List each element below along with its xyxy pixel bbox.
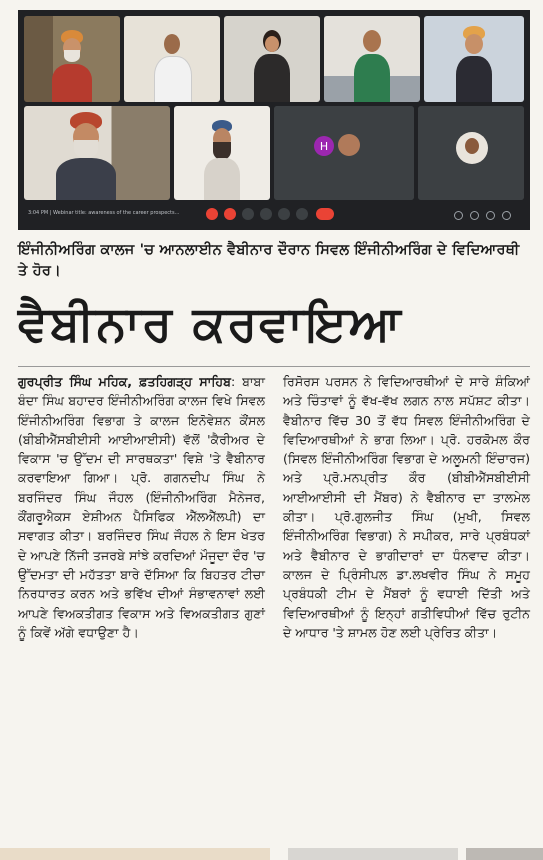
participant-figure	[456, 26, 492, 102]
present-icon[interactable]	[278, 208, 290, 220]
mic-icon[interactable]	[206, 208, 218, 220]
participant-avatar: H	[314, 136, 334, 156]
participant-figure	[204, 120, 240, 200]
participant-tile	[418, 106, 524, 200]
article-text: : ਬਾਬਾ ਬੰਦਾ ਸਿੰਘ ਬਹਾਦਰ ਇੰਜੀਨੀਅਰਿੰਗ ਕਾਲਜ ਵਿਖੇ ਸਿਵਲ ਇੰਜੀਨੀਅਰਿੰਗ ਵਿਭਾਗ ਤੇ ਕਾਲਜ ਇਨੋਵੇਸ਼ਨ ਕੌਂਸਲ (ਬੀਬੀਐੱਸਬੀਈਸੀ ਆਈਆਈਸੀ) ਵੱਲੋਂ 'ਕੈਰੀਅਰ ਦੇ ਵਿਕਾਸ 'ਚ ਉੱਦਮ ਦੀ ਸਾਰਥਕਤਾ' ਵਿਸ਼ੇ 'ਤੇ ਵੈਬੀਨਾਰ ਕਰਵਾਇਆ ਗਿਆ। ਪ੍ਰੋ. ਗਗਨਦੀਪ ਸਿੰਘ ਨੇ ਬਰਜਿੰਦਰ ਸਿੰਘ ਜੌਹਲ (ਇੰਜੀਨੀਅਰਿੰਗ ਮੈਨੇਜਰ, ਕੌਂਗਰੂਐਕਸ ਏਸ਼ੀਅਨ ਪੈਸਿਫਿਕ ਐੱਲਐੱਲਪੀ) ਦਾ ਸਵਾਗਤ ਕੀਤਾ। ਬਰਜਿੰਦਰ ਸਿੰਘ ਜੌਹਲ ਨੇ ਇਸ ਖੇਤਰ ਦੇ ਆਪਣੇ ਨਿੱਜੀ ਤਜਰਬੇ ਸਾਂਝੇ ਕਰਦਿਆਂ ਮੌਜੂਦਾ ਦੌਰ 'ਚ ਉੱਦਮਤਾ ਦੀ ਮਹੱਤਤਾ ਬਾਰੇ ਦੱਸਿਆ ਕਿ ਬਿਹਤਰ ਟੀਚਾ ਨਿਰਧਾਰਤ ਕਰਨ ਅਤੇ ਭਵਿੱਖ ਦੀਆਂ ਸੰਭਾਵਨਾਵਾਂ ਲਈ ਆਪਣੇ ਵਿਅਕਤੀਗਤ ਵਿਕਾਸ ਅਤੇ ਵਿਅਕਤੀਗਤ ਗੁਣਾਂ ਨੂੰ ਕਿਵੇਂ ਅੱਗੇ ਵਧਾਉਣਾ ਹੈ।	[18, 374, 265, 640]
captions-icon[interactable]	[242, 208, 254, 220]
participant-tile	[24, 106, 170, 200]
call-control-bar	[18, 200, 530, 230]
photo-caption: ਇੰਜੀਨੀਅਰਿੰਗ ਕਾਲਜ 'ਚ ਆਨਲਾਈਨ ਵੈਬੀਨਾਰ ਦੌਰਾਨ ਸਿਵਲ ਇੰਜੀਨੀਅਰਿੰਗ ਦੇ ਵਿਦਿਆਰਥੀ ਤੇ ਹੋਰ।	[18, 242, 520, 279]
byline: ਗੁਰਪ੍ਰੀਤ ਸਿੰਘ ਮਹਿਕ, ਫ਼ਤਹਿਗੜ੍ਹ ਸਾਹਿਬ	[18, 374, 231, 389]
people-icon[interactable]	[470, 211, 479, 220]
news-photo	[18, 10, 530, 230]
participant-tile	[124, 16, 220, 102]
meeting-info: 3:04 PM | Webinar title: awareness of the career prospects...	[28, 210, 180, 216]
participant-avatar	[456, 132, 488, 164]
participant-tile	[24, 16, 120, 102]
participant-figure	[154, 34, 190, 102]
camera-icon[interactable]	[224, 208, 236, 220]
participant-tile	[224, 16, 320, 102]
headline: ਵੈਬੀਨਾਰ ਕਰਵਾਇਆ	[18, 296, 403, 352]
participant-figure	[56, 112, 116, 200]
raise-hand-icon[interactable]	[260, 208, 272, 220]
participant-figure	[354, 30, 390, 102]
participant-tile	[274, 106, 414, 200]
participant-tile	[174, 106, 270, 200]
info-icon[interactable]	[454, 211, 463, 220]
participant-avatar	[338, 134, 360, 156]
activities-icon[interactable]	[502, 211, 511, 220]
end-call-icon[interactable]	[316, 208, 334, 220]
divider	[18, 366, 530, 367]
participant-tile	[424, 16, 524, 102]
participant-figure	[254, 30, 290, 102]
article-column-1	[18, 372, 265, 642]
participant-figure	[52, 30, 92, 102]
article-column-2: ਰਿਸੋਰਸ ਪਰਸਨ ਨੇ ਵਿਦਿਆਰਥੀਆਂ ਦੇ ਸਾਰੇ ਸ਼ੰਕਿਆਂ ਅਤੇ ਚਿੰਤਾਵਾਂ ਨੂੰ ਵੱਖ-ਵੱਖ ਲਗਨ ਨਾਲ ਸਪੱਸ਼ਟ ਕੀਤਾ। ਵੈਬੀਨਾਰ ਵਿੱਚ 30 ਤੋਂ ਵੱਧ ਸਿਵਲ ਇੰਜੀਨੀਅਰਿੰਗ ਦੇ ਵਿਦਿਆਰਥੀਆਂ ਨੇ ਭਾਗ ਲਿਆ। ਪ੍ਰੋ. ਹਰਕੋਮਲ ਕੌਰ (ਸਿਵਲ ਇੰਜੀਨੀਅਰਿੰਗ ਵਿਭਾਗ ਦੇ ਅਲੂਮਨੀ ਇੰਚਾਰਜ) ਅਤੇ ਪ੍ਰੋ.ਮਨਪ੍ਰੀਤ ਕੌਰ (ਬੀਬੀਐੱਸਬੀਈਸੀ ਆਈਆਈਸੀ ਦੀ ਮੈਂਬਰ) ਨੇ ਵੈਬੀਨਾਰ ਦਾ ਤਾਲਮੇਲ ਕੀਤਾ। ਪ੍ਰੋ.ਗੁਲਜੀਤ ਸਿੰਘ (ਮੁਖੀ, ਸਿਵਲ ਇੰਜੀਨੀਅਰਿੰਗ ਵਿਭਾਗ) ਨੇ ਸਪੀਕਰ, ਸਾਰੇ ਪ੍ਰਬੰਧਕਾਂ ਅਤੇ ਵੈਬੀਨਾਰ ਦੇ ਭਾਗੀਦਾਰਾਂ ਦਾ ਧੰਨਵਾਦ ਕੀਤਾ। ਕਾਲਜ ਦੇ ਪ੍ਰਿੰਸੀਪਲ ਡਾ.ਲਖਵੀਰ ਸਿੰਘ ਨੇ ਸਮੂਹ ਪ੍ਰਬੰਧਕੀ ਟੀਮ ਦੇ ਮੈਂਬਰਾਂ ਨੂੰ ਵਧਾਈ ਦਿੱਤੀ ਅਤੇ ਵਿਦਿਆਰਥੀਆਂ ਨੂੰ ਇਨ੍ਹਾਂ ਗਤੀਵਿਧੀਆਂ ਵਿੱਚ ਰੁਟੀਨ ਦੇ ਆਧਾਰ 'ਤੇ ਸ਼ਾਮਲ ਹੋਣ ਲਈ ਪ੍ਰੇਰਿਤ ਕੀਤਾ।	[283, 374, 530, 640]
more-icon[interactable]	[296, 208, 308, 220]
chat-icon[interactable]	[486, 211, 495, 220]
adjacent-content-strip	[0, 848, 543, 860]
video-call-grid	[24, 16, 524, 200]
participant-tile	[324, 16, 420, 102]
